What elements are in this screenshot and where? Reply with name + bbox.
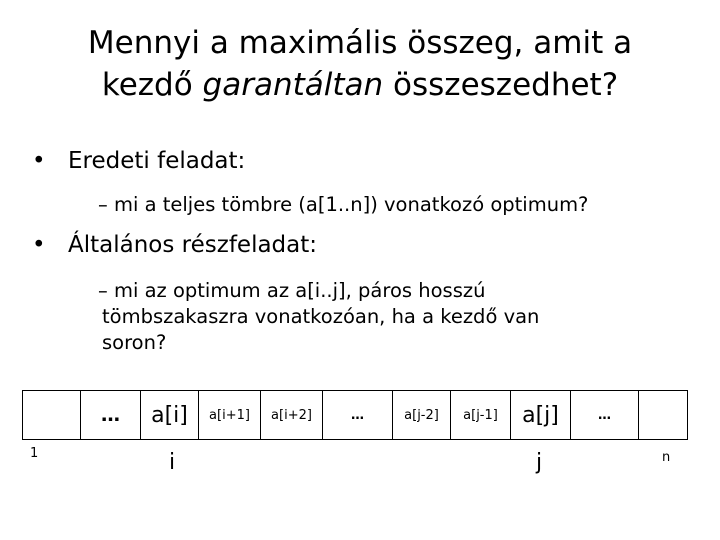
array-cell-ellipsis-left: … bbox=[81, 391, 141, 439]
bullet-original-task bbox=[32, 146, 245, 176]
array-cell-a-i-plus-1: a[i+1] bbox=[199, 391, 261, 439]
slide-title bbox=[0, 22, 720, 106]
sub-bullet-dash: – bbox=[98, 193, 108, 216]
title-line-1: Mennyi a maximális összeg, amit a bbox=[87, 25, 633, 61]
array-diagram bbox=[22, 390, 688, 440]
sub-bullet-original-task bbox=[98, 192, 688, 218]
index-label-last: n bbox=[662, 450, 671, 465]
array-cell-a-j-minus-2: a[j-2] bbox=[393, 391, 451, 439]
bullet-text: Általános részfeladat: bbox=[68, 232, 318, 258]
title-line-2-end: összeszedhet? bbox=[383, 67, 619, 103]
array-cell-ellipsis-middle: … bbox=[323, 391, 393, 439]
index-label-i: i bbox=[169, 450, 176, 475]
title-emphasis: garantáltan bbox=[202, 67, 384, 103]
sub-bullet-line-1 bbox=[98, 278, 688, 304]
array-cell-a-j: a[j] bbox=[511, 391, 571, 439]
sub-bullet-dash: – bbox=[98, 279, 108, 302]
index-label-first: 1 bbox=[30, 446, 39, 461]
bullet-dot: • bbox=[32, 232, 46, 258]
bullet-general-subtask bbox=[32, 230, 317, 260]
array-cell-a-j-minus-1: a[j-1] bbox=[451, 391, 511, 439]
sub-bullet-line-2: tömbszakaszra vonatkozóan, ha a kezdő van bbox=[102, 305, 540, 328]
bullet-dot: • bbox=[32, 148, 46, 174]
sub-bullet-general-subtask bbox=[98, 278, 688, 356]
array-cell-a-i-plus-2: a[i+2] bbox=[261, 391, 323, 439]
sub-bullet-text-1: mi az optimum az a[i..j], páros hosszú bbox=[113, 279, 486, 302]
array-cell-first bbox=[23, 391, 81, 439]
title-line-2 bbox=[0, 64, 720, 106]
array-cell-a-i: a[i] bbox=[141, 391, 199, 439]
index-label-j: j bbox=[536, 450, 543, 475]
sub-bullet-text: mi a teljes tömbre (a[1..n]) vonatkozó optimum? bbox=[113, 193, 589, 216]
array-cell-ellipsis-right: … bbox=[571, 391, 639, 439]
title-line-2-start: kezdő bbox=[101, 67, 203, 103]
bullet-text: Eredeti feladat: bbox=[68, 148, 246, 174]
sub-bullet-line-3: soron? bbox=[102, 331, 167, 354]
array-cell-last bbox=[639, 391, 687, 439]
